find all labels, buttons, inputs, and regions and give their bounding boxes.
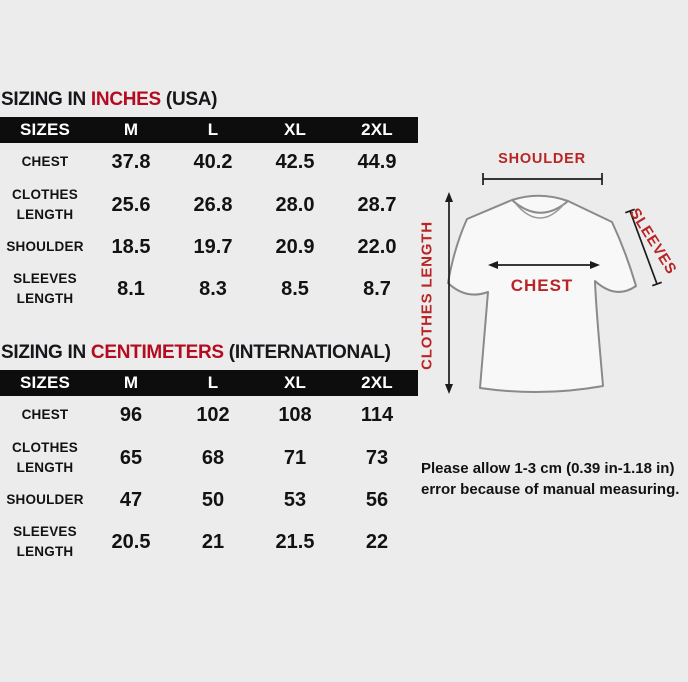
table-cell: 56 xyxy=(365,488,389,511)
table-cell: 42.5 xyxy=(275,150,315,173)
title-prefix: SIZING IN xyxy=(1,89,86,110)
table-cell: 96 xyxy=(119,403,143,426)
column-header-sizes: SIZES xyxy=(19,373,71,392)
table-cell: 22.0 xyxy=(357,235,397,258)
table-row-shoulder xyxy=(0,229,418,265)
column-header-l: L xyxy=(207,373,219,392)
table-cell: 26.8 xyxy=(193,193,233,216)
row-label: CHEST xyxy=(21,154,69,170)
table-cell: 8.3 xyxy=(199,277,227,300)
table-cell: 37.8 xyxy=(111,150,151,173)
title-prefix: SIZING IN xyxy=(1,342,86,363)
column-header-l: L xyxy=(207,120,219,139)
table-row-shoulder xyxy=(0,482,418,518)
row-label: CLOTHES LENGTH xyxy=(12,187,78,222)
table-cell: 108 xyxy=(278,403,312,426)
shoulder-diagram-label: SHOULDER xyxy=(498,151,586,167)
shoulder-measure-line xyxy=(483,173,602,185)
table-cell: 19.7 xyxy=(193,235,233,258)
table-cell: 65 xyxy=(119,446,143,469)
table-cell: 20.9 xyxy=(275,235,315,258)
row-label: CHEST xyxy=(21,407,69,423)
title-suffix: (INTERNATIONAL) xyxy=(228,342,391,363)
table-cell: 68 xyxy=(201,446,225,469)
table-cell: 28.0 xyxy=(275,193,315,216)
table-cell: 50 xyxy=(201,488,225,511)
title-suffix: (USA) xyxy=(165,89,218,110)
clothes-length-diagram-label: CLOTHES LENGTH xyxy=(418,221,436,370)
row-label: SLEEVES LENGTH xyxy=(13,271,77,306)
tshirt-measurement-diagram xyxy=(410,130,688,410)
table-cell: 8.5 xyxy=(281,277,309,300)
clothes-length-measure-line xyxy=(445,192,453,394)
row-label: SHOULDER xyxy=(6,239,84,255)
table-cell: 114 xyxy=(360,403,394,426)
column-header-m: M xyxy=(123,373,139,392)
table-cell: 21 xyxy=(201,530,225,553)
table-cell: 18.5 xyxy=(111,235,151,258)
table-cell: 73 xyxy=(365,446,389,469)
column-header-2xl: 2XL xyxy=(361,120,393,139)
table-cell: 20.5 xyxy=(111,530,151,553)
table-cell: 71 xyxy=(283,446,307,469)
table-cell: 8.7 xyxy=(363,277,391,300)
table-cell: 28.7 xyxy=(357,193,397,216)
measuring-error-note xyxy=(421,459,687,500)
column-header-xl: XL xyxy=(283,373,307,392)
note-line-2: error because of manual measuring. xyxy=(421,480,680,498)
table-cell: 102 xyxy=(196,403,230,426)
title-unit-centimeters: CENTIMETERS xyxy=(90,342,224,363)
title-unit-inches: INCHES xyxy=(90,89,161,110)
table-cell: 47 xyxy=(119,488,143,511)
column-header-sizes: SIZES xyxy=(19,120,71,139)
column-header-xl: XL xyxy=(283,120,307,139)
table-cell: 25.6 xyxy=(111,193,151,216)
table-cell: 44.9 xyxy=(357,150,397,173)
table-row-clothes-length xyxy=(0,181,418,229)
inches-size-table xyxy=(0,117,418,313)
sleeves-diagram-label: SLEEVES xyxy=(625,205,681,278)
table-row-chest xyxy=(0,143,418,181)
centimeters-section-title xyxy=(1,342,391,364)
note-line-1: Please allow 1-3 cm (0.39 in-1.18 in) xyxy=(421,460,675,477)
table-header-row xyxy=(0,117,418,143)
row-label: SHOULDER xyxy=(6,492,84,508)
table-header-row xyxy=(0,370,418,396)
table-cell: 40.2 xyxy=(193,150,233,173)
row-label: SLEEVES LENGTH xyxy=(13,524,77,559)
table-row-clothes-length xyxy=(0,434,418,482)
chest-diagram-label: CHEST xyxy=(510,276,574,295)
column-header-m: M xyxy=(123,120,139,139)
table-cell: 22 xyxy=(365,530,389,553)
tshirt-outline-drawing xyxy=(410,130,688,410)
table-cell: 53 xyxy=(283,488,307,511)
column-header-2xl: 2XL xyxy=(361,373,393,392)
centimeters-size-table xyxy=(0,370,418,566)
table-row-chest xyxy=(0,396,418,434)
table-row-sleeves-length xyxy=(0,518,418,566)
table-cell: 21.5 xyxy=(275,530,315,553)
table-cell: 8.1 xyxy=(117,277,145,300)
table-row-sleeves-length xyxy=(0,265,418,313)
inches-section-title xyxy=(1,89,217,111)
row-label: CLOTHES LENGTH xyxy=(12,440,78,475)
